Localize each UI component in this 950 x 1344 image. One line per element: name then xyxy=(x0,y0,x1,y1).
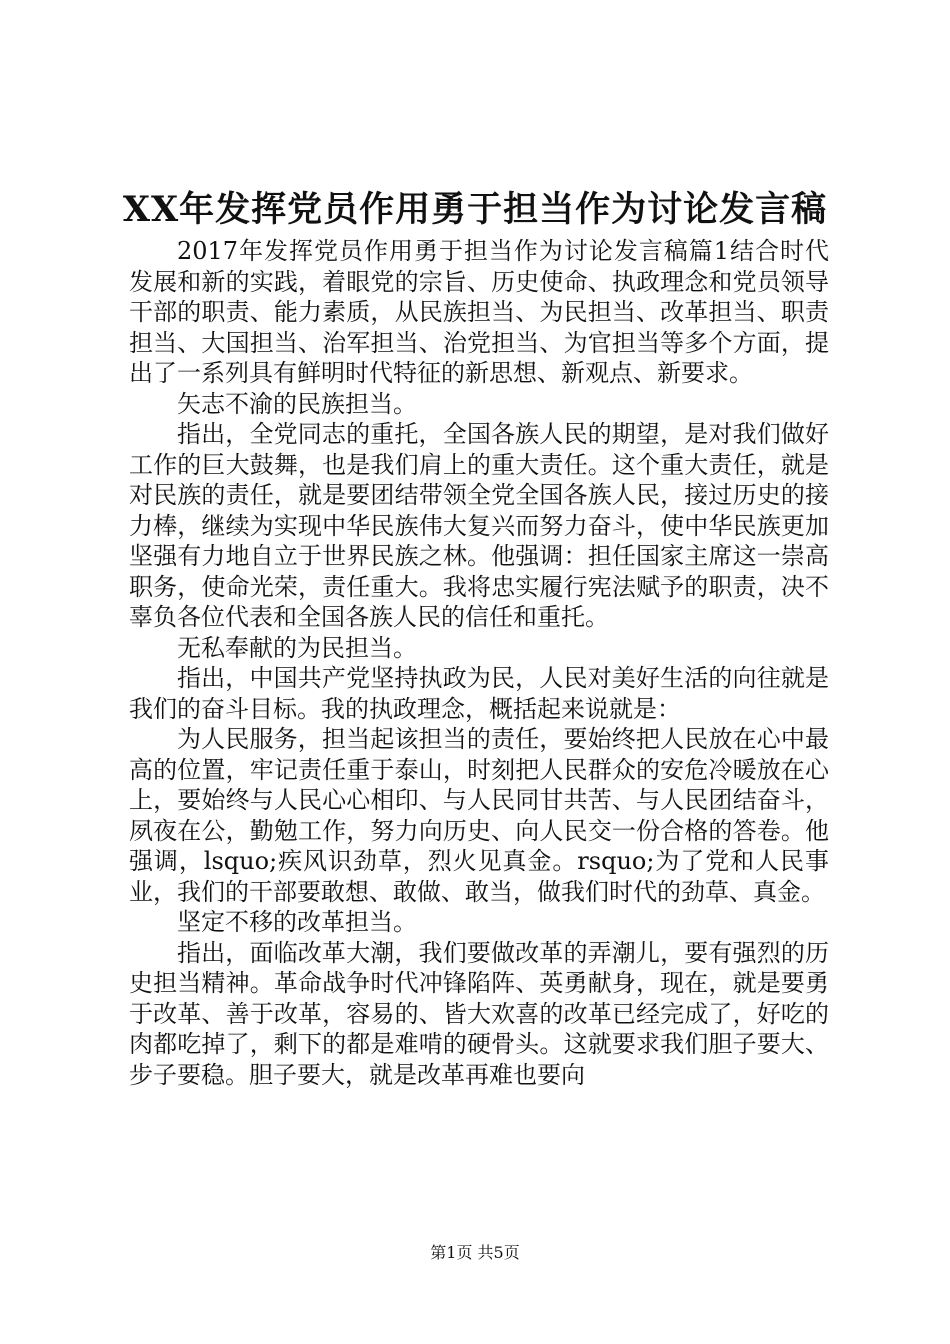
paragraph: 坚定不移的改革担当。 xyxy=(177,908,417,936)
paragraph: 无私奉献的为民担当。 xyxy=(177,633,417,662)
paragraph: 矢志不渝的民族担当。 xyxy=(177,389,417,418)
paragraph: 2017年发挥党员作用勇于担当作为讨论发言稿篇1结合时代发展和新的实践，着眼党的宗旨、历史使命、执政理念和党员领导干部的职责、能力素质，从民族担当、为民担当、改革担当、职责担当、大国担当、治军担当、治党担当、为官担当等多个方面，提出了一系列具有鲜明时代特征的新思想、新观点、新要求。 xyxy=(129,237,829,387)
paragraph: 为人民服务，担当起该担当的责任，要始终把人民放在心中最高的位置，牢记责任重于泰山，时刻把人民群众的安危冷暖放在心上，要始终与人民心心相印、与人民同甘共苦、与人民团结奋斗，夙夜在公，勤勉工作，努力向历史、向人民交一份合格的答卷。他强调，lsquo;疾风识劲草，烈火见真金。rsquo;为了党和人民事业，我们的干部要敢想、敢做、敢当，做我们时代的劲草、真金。 xyxy=(129,725,829,906)
paragraph: 指出，面临改革大潮，我们要做改革的弄潮儿，要有强烈的历史担当精神。革命战争时代冲锋陷阵、英勇献身，现在，就是要勇于改革、善于改革，容易的、皆大欢喜的改革已经完成了，好吃的肉都吃掉了，剩下的都是难啃的硬骨头。这就要求我们胆子要大、步子要稳。胆子要大，就是改革再难也要向 xyxy=(129,938,829,1089)
paragraph: 指出，中国共产党坚持执政为民，人民对美好生活的向往就是我们的奋斗目标。我的执政理念，概括起来说就是： xyxy=(129,664,829,723)
document-body xyxy=(129,236,829,1090)
paragraph: 指出，全党同志的重托，全国各族人民的期望，是对我们做好工作的巨大鼓舞，也是我们肩上的重大责任。这个重大责任，就是对民族的责任，就是要团结带领全党全国各族人民，接过历史的接力棒，继续为实现中华民族伟大复兴而努力奋斗，使中华民族更加坚强有力地自立于世界民族之林。他强调：担任国家主席这一崇高职务，使命光荣，责任重大。我将忠实履行宪法赋予的职责，决不辜负各位代表和全国各族人民的信任和重托。 xyxy=(129,420,829,631)
document-title: XX年发挥党员作用勇于担当作为讨论发言稿 xyxy=(122,189,828,230)
page-footer: 第1页 共5页 xyxy=(430,1243,520,1262)
